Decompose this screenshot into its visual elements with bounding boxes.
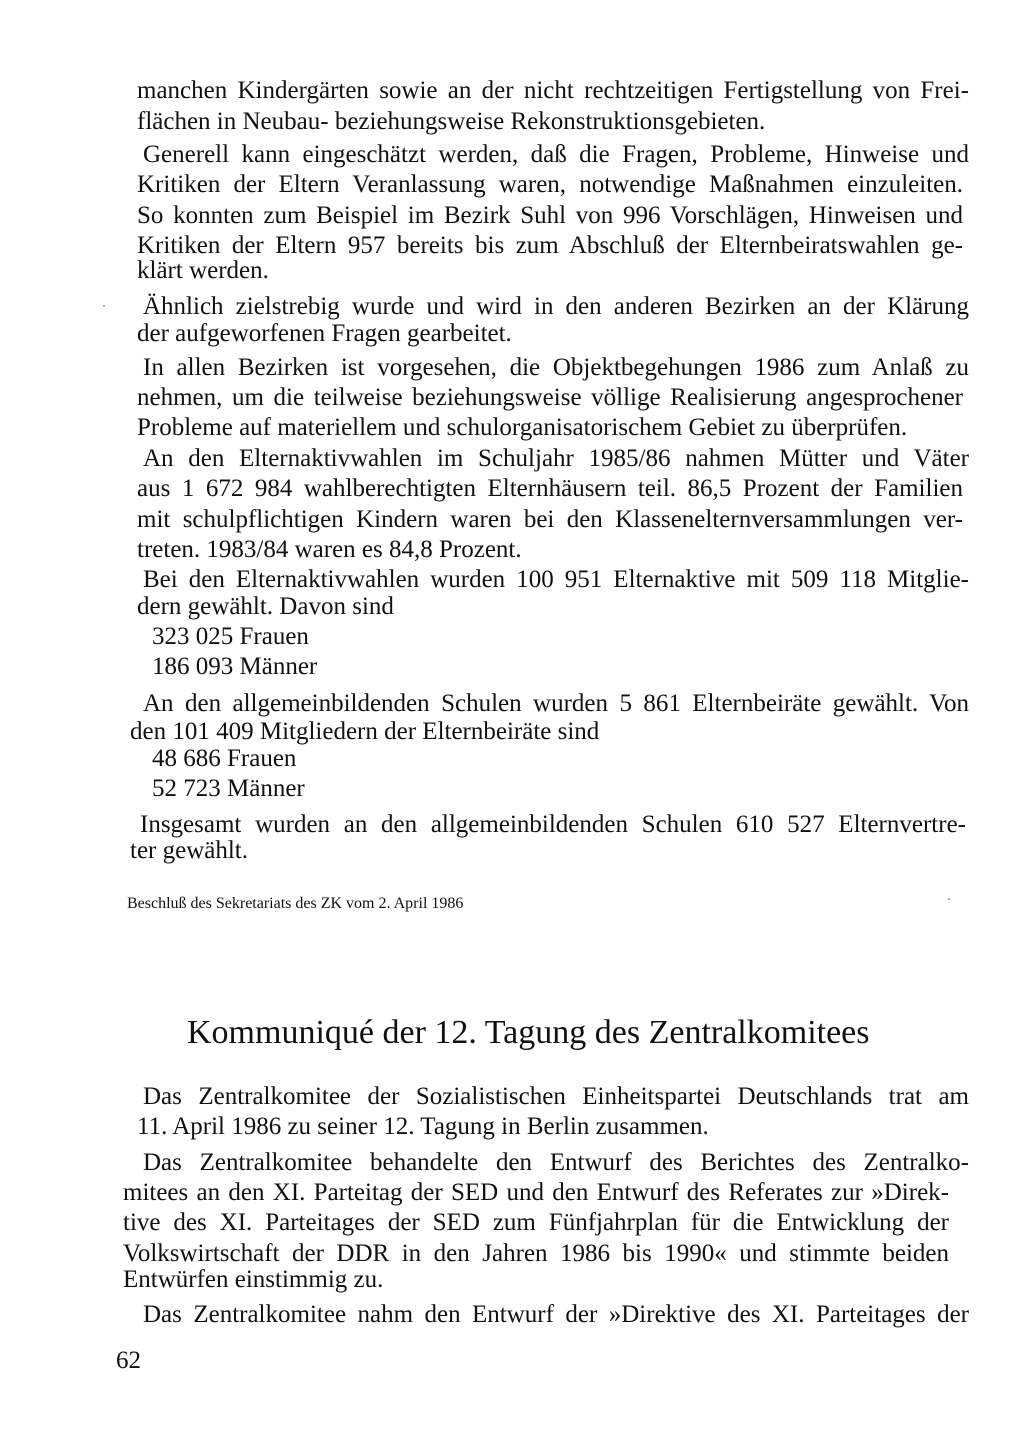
- section-heading: Kommuniqué der 12. Tagung des Zentralkomitees: [187, 1014, 870, 1051]
- text-line: der aufgeworfenen Fragen gearbeitet.: [137, 320, 512, 347]
- scan-speck: [103, 305, 105, 307]
- text-line: manchen Kindergärten sowie an der nicht rechtzeitigen Fertigstellung von Frei-: [137, 77, 969, 104]
- text-line: Ähnlich zielstrebig wurde und wird in den anderen Bezirken an der Klärung: [143, 293, 969, 320]
- statistic-line: 186 093 Männer: [152, 653, 318, 680]
- text-line: flächen in Neubau- beziehungsweise Rekonstruktionsgebieten.: [137, 108, 766, 135]
- text-line: So konnten zum Beispiel im Bezirk Suhl von 996 Vorschlägen, Hinweisen und: [137, 202, 963, 229]
- text-line: Insgesamt wurden an den allgemeinbildenden Schulen 610 527 Elternvertre-: [140, 811, 966, 838]
- text-line: Das Zentralkomitee der Sozialistischen Einheitspartei Deutschlands trat am: [143, 1083, 969, 1110]
- statistic-line: 323 025 Frauen: [152, 623, 309, 650]
- text-line: An den Elternaktivwahlen im Schuljahr 1985/86 nahmen Mütter und Väter: [143, 445, 969, 472]
- text-line: ter gewählt.: [130, 837, 249, 864]
- page-number: 62: [116, 1347, 141, 1374]
- text-line: tive des XI. Parteitages der SED zum Fünfjahrplan für die Entwicklung der: [123, 1209, 949, 1236]
- text-line: Bei den Elternaktivwahlen wurden 100 951 Elternaktive mit 509 118 Mitglie-: [143, 566, 969, 593]
- source-caption: Beschluß des Sekretariats des ZK vom 2. April 1986: [127, 895, 464, 912]
- text-line: Das Zentralkomitee behandelte den Entwurf des Berichtes des Zentralko-: [143, 1149, 969, 1176]
- text-line: Probleme auf materiellem und schulorganisatorischem Gebiet zu überprüfen.: [137, 414, 908, 441]
- text-line: Generell kann eingeschätzt werden, daß die Fragen, Probleme, Hinweise und: [143, 141, 969, 168]
- text-line: Kritiken der Eltern 957 bereits bis zum Abschluß der Elternbeiratswahlen ge-: [137, 232, 963, 259]
- text-line: 11. April 1986 zu seiner 12. Tagung in Berlin zusammen.: [137, 1113, 709, 1140]
- text-line: An den allgemeinbildenden Schulen wurden 5 861 Elternbeiräte gewählt. Von: [143, 690, 969, 717]
- text-line: Kritiken der Eltern Veranlassung waren, notwendige Maßnahmen einzuleiten.: [137, 171, 963, 198]
- statistic-line: 48 686 Frauen: [152, 745, 297, 772]
- text-line: klärt werden.: [137, 257, 269, 284]
- statistic-line: 52 723 Männer: [152, 775, 305, 802]
- text-line: nehmen, um die teilweise beziehungsweise völlige Realisierung angesprochener: [137, 384, 963, 411]
- scan-speck: [948, 898, 950, 900]
- text-line: treten. 1983/84 waren es 84,8 Prozent.: [137, 536, 522, 563]
- text-line: Das Zentralkomitee nahm den Entwurf der »Direktive des XI. Parteitages der: [143, 1301, 969, 1328]
- text-line: Volkswirtschaft der DDR in den Jahren 1986 bis 1990« und stimmte beiden: [123, 1240, 949, 1267]
- text-line: Entwürfen einstimmig zu.: [123, 1266, 384, 1293]
- text-line: den 101 409 Mitgliedern der Elternbeiräte sind: [130, 718, 600, 745]
- text-line: aus 1 672 984 wahlberechtigten Elternhäusern teil. 86,5 Prozent der Familien: [137, 475, 963, 502]
- text-line: mitees an den XI. Parteitag der SED und den Entwurf des Referates zur »Direk-: [123, 1179, 949, 1206]
- text-line: dern gewählt. Davon sind: [137, 593, 394, 620]
- text-line: mit schulpflichtigen Kindern waren bei den Klassenelternversammlungen ver-: [137, 506, 963, 533]
- text-line: In allen Bezirken ist vorgesehen, die Objektbegehungen 1986 zum Anlaß zu: [143, 354, 969, 381]
